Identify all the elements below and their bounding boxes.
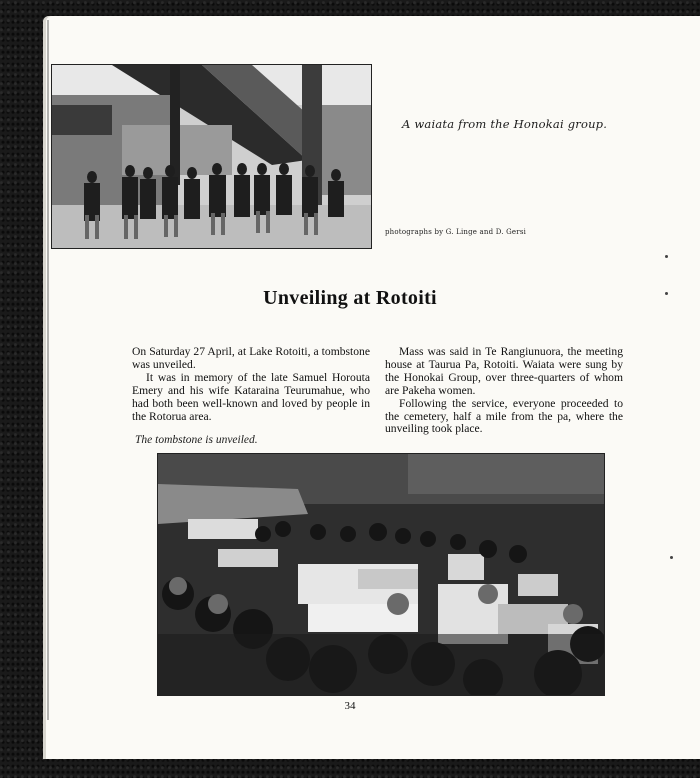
paragraph: Following the service, everyone proceeded to the cemetery, half a mile from the pa, where the unveiling took place. <box>385 396 623 436</box>
photo-credit: photographs by G. Linge and D. Gersi <box>385 228 527 236</box>
page-number: 34 <box>344 700 356 712</box>
scan-speck <box>665 292 668 295</box>
photo-unveiling-image <box>158 454 604 695</box>
scan-speck <box>670 556 673 559</box>
paragraph: It was in memory of the late Samuel Horouta Emery and his wife Kataraina Teurumahue, who had both been well-known and loved by people in the Rotorua area. <box>132 370 370 423</box>
photo-caption-tombstone: The tombstone is unveiled. <box>135 434 258 446</box>
photo-waiata-image <box>52 65 371 248</box>
paragraph: On Saturday 27 April, at Lake Rotoiti, a tombstone was unveiled. <box>132 345 370 371</box>
article-headline: Unveiling at Rotoiti <box>263 287 437 309</box>
paragraph: Mass was said in Te Rangiunuora, the meeting house at Taurua Pa, Rotoiti. Waiata were sung by the Honokai Group, over three-quarters of whom are Pakeha women. <box>385 345 623 397</box>
photo-caption-waiata: A waiata from the Honokai group. <box>402 117 608 131</box>
photo-waiata-group <box>51 64 372 249</box>
article-column-right <box>385 346 623 436</box>
photo-unveiling-crowd <box>157 453 605 696</box>
article-column-left <box>132 346 370 423</box>
page-spine <box>47 20 49 720</box>
scan-speck <box>665 255 668 258</box>
